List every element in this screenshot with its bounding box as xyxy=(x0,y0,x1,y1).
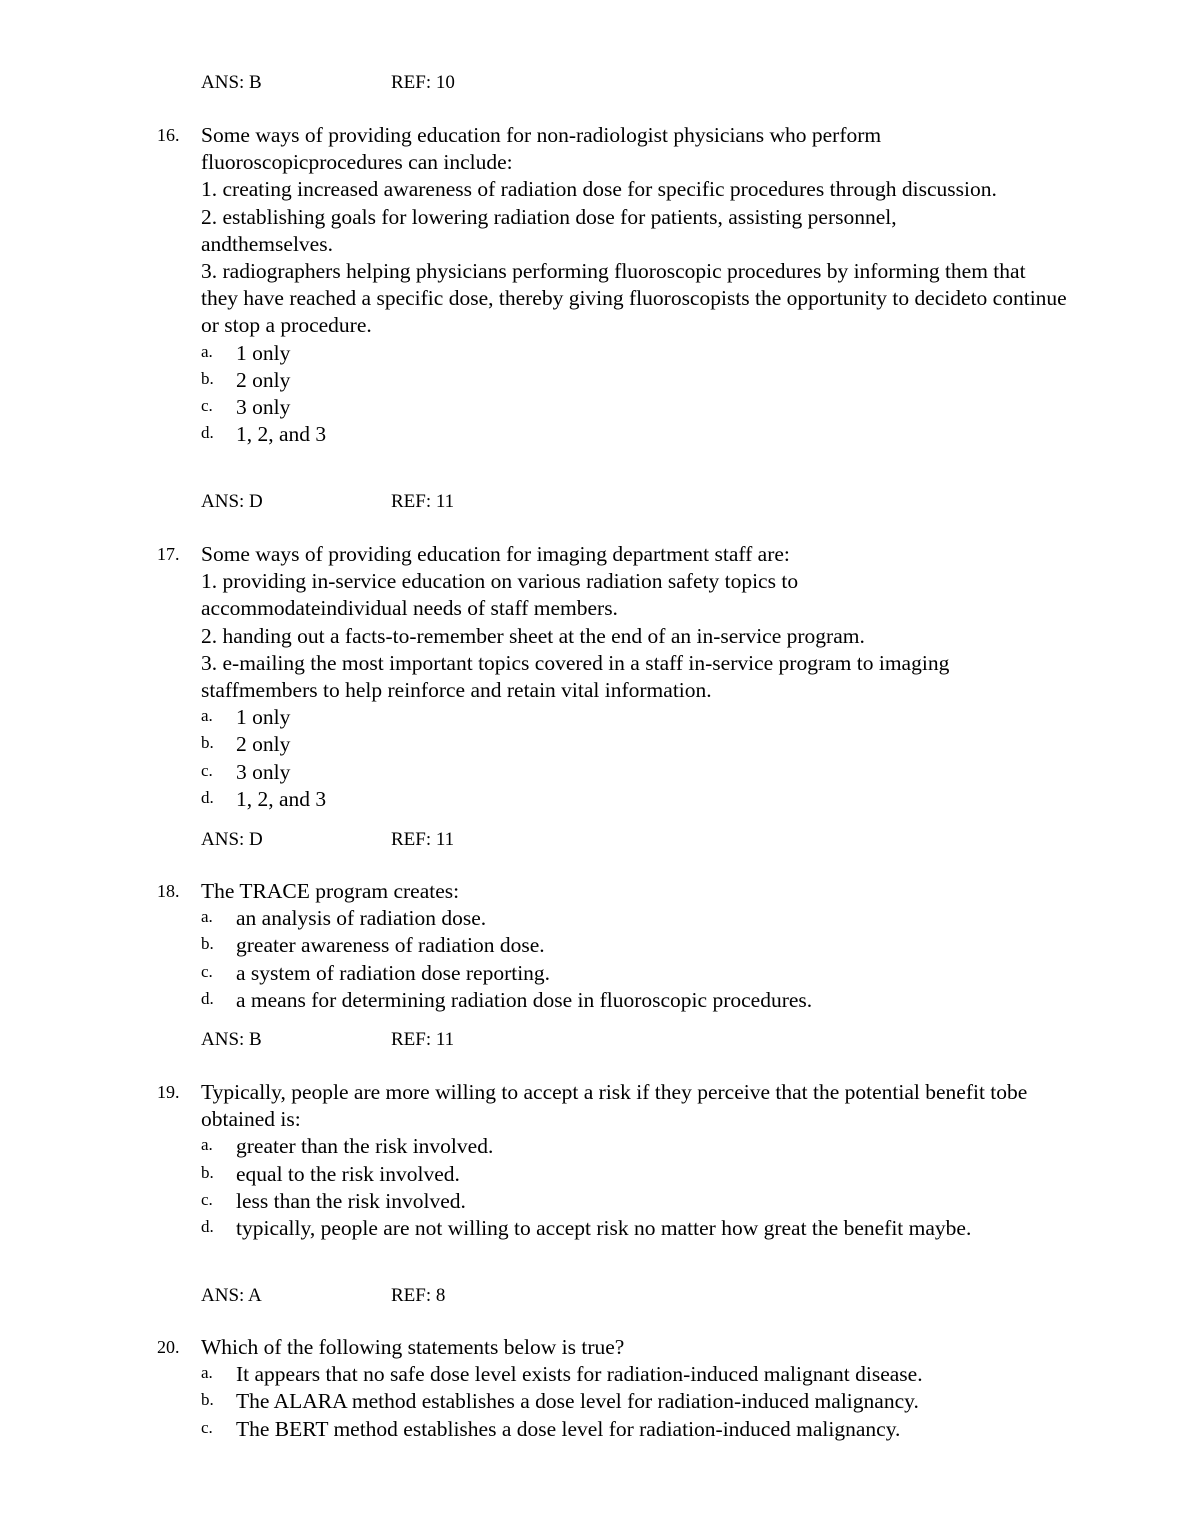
option-d xyxy=(201,421,1067,448)
option-a xyxy=(201,1361,1067,1388)
option-letter: d. xyxy=(201,787,214,807)
option-d xyxy=(201,1215,1016,1242)
option-text: 1 only xyxy=(236,340,291,365)
option-letter: a. xyxy=(201,706,213,726)
question-stem xyxy=(201,1334,1067,1361)
option-letter: a. xyxy=(201,341,213,361)
question-16 xyxy=(157,122,1067,448)
option-c xyxy=(201,1188,1067,1215)
option-text: greater than the risk involved. xyxy=(236,1134,494,1159)
answer-row-q16 xyxy=(201,491,455,513)
option-c xyxy=(201,394,1067,421)
question-number: 18. xyxy=(157,881,180,901)
statement-3: 3. radiographers helping physicians performing fluoroscopic procedures by informing them that they have reached a specific dose, thereby giving fluoroscopists the opportunity to decideto continue or stop a procedure. xyxy=(201,259,1067,338)
option-text: 1 only xyxy=(236,705,291,730)
answer-options xyxy=(201,1133,1067,1242)
question-number: 19. xyxy=(157,1082,180,1102)
option-letter: b. xyxy=(201,368,214,388)
option-b xyxy=(201,367,1067,394)
answer-label: ANS: B xyxy=(201,1029,262,1050)
option-text: a means for determining radiation dose in fluoroscopic procedures. xyxy=(236,987,813,1012)
option-letter: b. xyxy=(201,1390,214,1410)
question-stem xyxy=(201,122,1067,340)
question-19 xyxy=(157,1079,1067,1242)
option-letter: a. xyxy=(201,1135,213,1155)
question-number: 17. xyxy=(157,544,180,564)
option-text: 3 only xyxy=(236,395,291,420)
option-a xyxy=(201,905,1067,932)
statement-1: 1. providing in-service education on various radiation safety topics to accommodateindividual needs of staff members. xyxy=(201,569,799,621)
answer-options xyxy=(201,1361,1067,1443)
reference-label: REF: 11 xyxy=(391,1029,455,1050)
answer-options xyxy=(201,704,1067,813)
option-letter: a. xyxy=(201,907,213,927)
option-text: less than the risk involved. xyxy=(236,1188,466,1213)
answer-options xyxy=(201,905,1067,1014)
option-text: typically, people are not willing to accept risk no matter how great the benefit maybe. xyxy=(236,1216,972,1241)
option-text: greater awareness of radiation dose. xyxy=(236,933,545,958)
reference-label: REF: 8 xyxy=(391,1285,446,1306)
option-text: equal to the risk involved. xyxy=(236,1161,460,1186)
question-20 xyxy=(157,1334,1067,1443)
question-stem-text: Some ways of providing education for imaging department staff are: xyxy=(201,542,790,566)
option-letter: c. xyxy=(201,1189,213,1209)
answer-label: ANS: B xyxy=(201,72,262,93)
question-number: 16. xyxy=(157,125,180,145)
statement-1: 1. creating increased awareness of radiation dose for specific procedures through discussion. xyxy=(201,177,997,202)
option-letter: a. xyxy=(201,1363,213,1383)
option-c xyxy=(201,960,1067,987)
option-text: an analysis of radiation dose. xyxy=(236,906,487,931)
answer-label: ANS: A xyxy=(201,1285,262,1306)
answer-row-q18 xyxy=(201,1029,455,1051)
statement-2: 2. handing out a facts-to-remember sheet at the end of an in-service program. xyxy=(201,623,865,648)
option-text: 2 only xyxy=(236,367,291,392)
option-a xyxy=(201,1133,1067,1160)
option-b xyxy=(201,731,1067,758)
option-text: It appears that no safe dose level exists for radiation-induced malignant disease. xyxy=(236,1362,923,1387)
question-17 xyxy=(157,541,1067,813)
option-a xyxy=(201,340,1067,367)
question-number: 20. xyxy=(157,1337,180,1357)
option-letter: d. xyxy=(201,1217,214,1237)
option-c xyxy=(201,1416,1067,1443)
option-d xyxy=(201,987,1067,1014)
reference-label: REF: 11 xyxy=(391,829,455,850)
option-letter: b. xyxy=(201,733,214,753)
question-18 xyxy=(157,878,1067,1014)
option-c xyxy=(201,759,1067,786)
answer-label: ANS: D xyxy=(201,491,263,512)
option-letter: c. xyxy=(201,396,213,416)
answer-label: ANS: D xyxy=(201,829,263,850)
answer-row-q19 xyxy=(201,1285,446,1307)
option-letter: d. xyxy=(201,988,214,1008)
question-stem xyxy=(201,541,1067,704)
option-text: The ALARA method establishes a dose level for radiation-induced malignancy. xyxy=(236,1389,919,1414)
option-b xyxy=(201,1161,1067,1188)
question-stem-text: Which of the following statements below is true? xyxy=(201,1335,625,1359)
option-a xyxy=(201,704,1067,731)
answer-options xyxy=(201,340,1067,449)
reference-label: REF: 10 xyxy=(391,72,455,93)
question-stem xyxy=(201,1079,1067,1133)
statement-3: 3. e-mailing the most important topics covered in a staff in-service program to imaging staffmembers to help reinforce and retain vital information. xyxy=(201,650,950,703)
question-stem-text: Typically, people are more willing to accept a risk if they perceive that the potential benefit tobe obtained is: xyxy=(201,1080,1028,1132)
option-letter: b. xyxy=(201,934,214,954)
option-text: 1, 2, and 3 xyxy=(236,422,327,447)
question-stem xyxy=(201,878,1067,905)
option-letter: c. xyxy=(201,760,213,780)
option-b xyxy=(201,932,1067,959)
option-letter: d. xyxy=(201,423,214,443)
option-text: a system of radiation dose reporting. xyxy=(236,960,551,985)
answer-row-q17 xyxy=(201,829,455,851)
question-stem-text: Some ways of providing education for non-radiologist physicians who perform fluoroscopicprocedures can include: xyxy=(201,123,882,175)
option-b xyxy=(201,1388,1067,1415)
reference-label: REF: 11 xyxy=(391,491,455,512)
option-letter: b. xyxy=(201,1162,214,1182)
option-text: 3 only xyxy=(236,759,291,784)
answer-row-q15 xyxy=(201,72,455,94)
option-text: 2 only xyxy=(236,732,291,757)
option-letter: c. xyxy=(201,1417,213,1437)
option-text: 1, 2, and 3 xyxy=(236,786,327,811)
option-letter: c. xyxy=(201,961,213,981)
statement-2: 2. establishing goals for lowering radiation dose for patients, assisting personnel, andthemselves. xyxy=(201,204,897,256)
question-stem-text: The TRACE program creates: xyxy=(201,879,460,903)
option-d xyxy=(201,786,1067,813)
option-text: The BERT method establishes a dose level for radiation-induced malignancy. xyxy=(236,1416,901,1441)
